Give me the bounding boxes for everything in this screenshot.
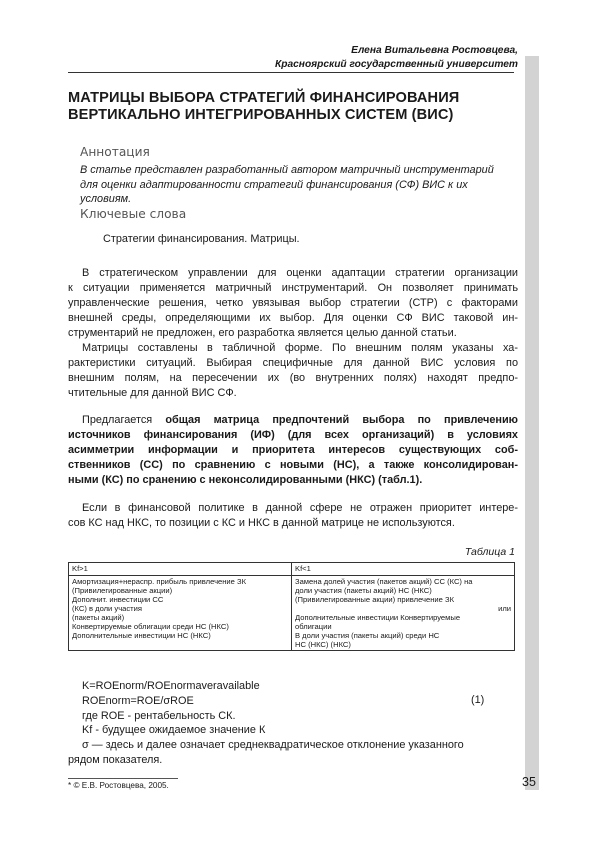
- header-rule: [68, 72, 514, 73]
- table-cell-line: Дополнит. инвестиции СС: [72, 595, 164, 604]
- formula-line: ROEnorm=ROE/σROE: [82, 694, 194, 707]
- matrix-table: [68, 562, 515, 651]
- keywords-text: Стратегии финансирования. Матрицы.: [103, 233, 300, 245]
- author-block: [118, 44, 518, 71]
- table-cell-right: [292, 576, 515, 651]
- abstract-line: В статье представлен разработанный автором матричный инструментарий: [80, 164, 494, 176]
- paragraph-4: [68, 501, 518, 531]
- paragraph-line: ственников (СС) по сравнению с новыми (НС), а также консолидирован-: [68, 458, 518, 471]
- table-cell-line: или: [498, 604, 511, 613]
- table-caption: Таблица 1: [464, 546, 515, 558]
- formula-block: [68, 679, 512, 768]
- paragraph-line: управленческие решения, четко увязывая выбор стратегии (СТР) с факторами: [68, 296, 518, 309]
- title-line: ВЕРТИКАЛЬНО ИНТЕГРИРОВАННЫХ СИСТЕМ (ВИС): [68, 107, 454, 123]
- table-cell-line: Амортизация+нераспр. прибыль привлечение ЗК: [72, 577, 247, 586]
- table-cell-line: В доли участия (пакеты акций) среди НС: [295, 631, 440, 640]
- table-cell-left: [69, 576, 292, 651]
- footnote: * © Е.В. Ростовцева, 2005.: [68, 781, 169, 790]
- table-cell-line: (Привилегированные акции): [72, 586, 173, 595]
- title-line: МАТРИЦЫ ВЫБОРА СТРАТЕГИЙ ФИНАНСИРОВАНИЯ: [68, 90, 460, 106]
- abstract-heading: Аннотация: [80, 145, 150, 159]
- table-header-left: Kf>1: [69, 563, 292, 576]
- table-cell-line: облигации: [295, 622, 332, 631]
- table-cell-line: доли участия (пакеты акций) НС (НКС): [295, 586, 432, 595]
- formula-line: K=ROEnorm/ROEnormaveravailable: [82, 680, 260, 692]
- abstract-line: для оценки адаптированности стратегий финансирования (СФ) ВИС к их: [80, 178, 468, 191]
- formula-line: σ — здесь и далее означает среднеквадратическое отклонение указанного: [82, 739, 464, 752]
- article-title: [68, 90, 518, 124]
- paragraph-line: чтительные для данной ВИС СФ.: [68, 386, 237, 399]
- paragraph-line: рактеристики ситуаций. Выбирая специфичные для данной ВИС условия по: [68, 356, 518, 369]
- abstract-text: [80, 163, 520, 207]
- page-number: 35: [522, 775, 536, 789]
- formula-line: Kf - будущее ожидаемое значение К: [82, 724, 266, 737]
- table-cell-line: Замена долей участия (пакетов акций) СС (КС) на: [295, 577, 473, 586]
- paragraph-line: струментарий не предложен, его разработка является целью данной статьи.: [68, 326, 457, 339]
- paragraph-line: источников финансирования (ИФ) (для всех организаций) в условиях: [68, 428, 518, 441]
- paragraph-line: ными (КС) по сранению с неконсолидированными (НКС) (табл.1).: [68, 473, 423, 486]
- table-cell-line: (КС) в доли участия: [72, 604, 143, 613]
- equation-number: (1): [471, 694, 485, 706]
- table-cell-line: (пакеты акций): [72, 613, 125, 622]
- table-header-right: Kf<1: [292, 563, 515, 576]
- formula-line: где ROE - рентабельность СК.: [82, 709, 236, 722]
- author-affiliation: Красноярский государственный университет: [274, 58, 518, 70]
- paragraph-2: [68, 341, 518, 401]
- table-cell-line: (Привилегированные акции) привлечение ЗК: [295, 595, 455, 604]
- paragraph-1: [68, 266, 518, 341]
- table-cell-line: Дополнительные инвестиции Конвертируемые: [295, 613, 461, 622]
- lead-text: Предлагается: [82, 414, 153, 426]
- table-cell-line: НС (НКС) (НКС): [295, 640, 351, 649]
- paragraph-line: асимметрии информации и приоритета интересов существующих соб-: [68, 443, 518, 456]
- paragraph-line: [68, 413, 518, 428]
- page-edge-bar: [525, 56, 539, 790]
- paragraph-3: [68, 413, 518, 488]
- paragraph-line: Если в финансовой политике в данной сфере не отражен приоритет интере-: [82, 502, 518, 514]
- paragraph-line: к ситуации применяется матричный инструментарий. Он позволяет принимать: [68, 281, 518, 294]
- paragraph-line: Матрицы составлены в табличной форме. По внешним полям указаны ха-: [82, 342, 518, 354]
- formula-line: рядом показателя.: [68, 753, 163, 766]
- paragraph-line: внешней среды, определяющими их выбор. Для оценки СФ ВИС таковой ин-: [68, 311, 518, 324]
- table-cell-line: Конвертируемые облигации среди НС (НКС): [72, 622, 229, 631]
- footnote-rule: [68, 778, 178, 779]
- paragraph-line: В стратегическом управлении для оценки адаптации стратегии организации: [82, 267, 518, 279]
- table-cell-line: Дополнительные инвестиции НС (НКС): [72, 631, 211, 640]
- author-name: Елена Витальевна Ростовцева,: [351, 45, 518, 56]
- abstract-line: условиям.: [80, 193, 132, 205]
- paragraph-line: сов КС над НКС, то позиции с КС и НКС в данной матрице не используются.: [68, 516, 455, 529]
- bold-text: общая матрица предпочтений выбора по привлечению: [165, 414, 518, 426]
- paragraph-line: внешним полям, на пересечении их (во внутренних полях) находят предпо-: [68, 371, 518, 384]
- keywords-heading: Ключевые слова: [80, 207, 187, 221]
